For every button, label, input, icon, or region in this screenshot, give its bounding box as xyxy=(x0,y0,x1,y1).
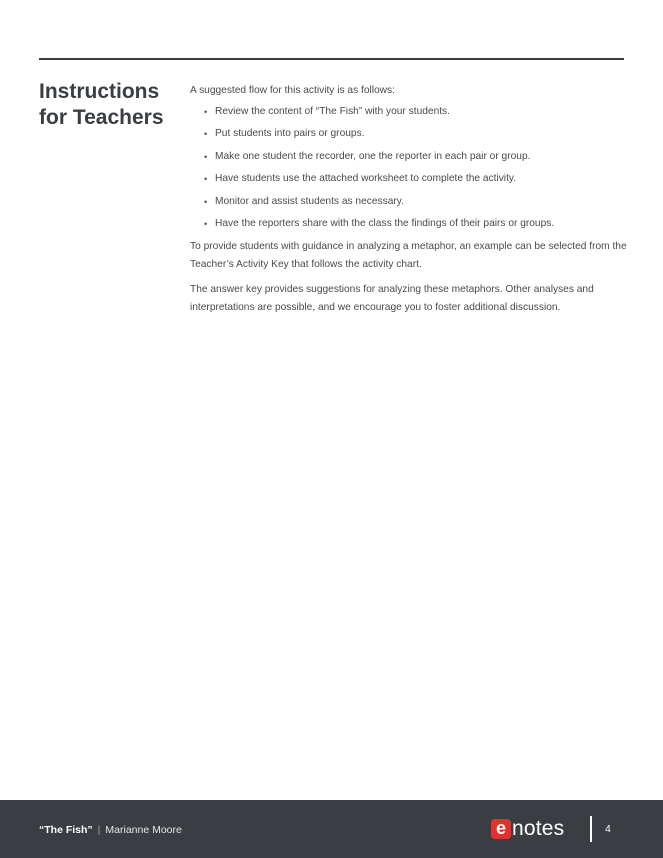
list-item xyxy=(190,193,628,211)
list-item xyxy=(190,103,628,121)
list-item xyxy=(190,125,628,143)
footer-citation xyxy=(39,823,182,837)
list-item-text: Put students into pairs or groups. xyxy=(215,128,365,140)
bullet-icon: • xyxy=(204,196,208,207)
heading-line-1: Instructions xyxy=(39,80,160,103)
bullet-icon: • xyxy=(204,151,208,162)
footer-author: Marianne Moore xyxy=(105,824,182,836)
footer-work-title: “The Fish” xyxy=(39,824,93,836)
list-item xyxy=(190,148,628,166)
top-rule xyxy=(39,58,624,60)
list-item-text: Have students use the attached worksheet to complete the activity. xyxy=(215,173,517,185)
page-number: 4 xyxy=(605,823,611,835)
instructions-body xyxy=(190,82,628,324)
logo-initial: e xyxy=(491,819,511,839)
logo-wordmark: notes xyxy=(512,817,565,840)
footer-divider xyxy=(590,816,592,842)
steps-list xyxy=(190,103,628,233)
bullet-icon: • xyxy=(204,129,208,140)
footer-separator: | xyxy=(97,824,101,836)
bullet-icon: • xyxy=(204,174,208,185)
heading-line-2: for Teachers xyxy=(39,106,164,129)
list-item-text: Make one student the recorder, one the reporter in each pair or group. xyxy=(215,150,531,162)
list-item xyxy=(190,215,628,233)
guidance-paragraph: To provide students with guidance in analyzing a metaphor, an example can be selected from the Teacher’s Activity Key that follows the activity chart. xyxy=(190,240,627,270)
page-heading xyxy=(39,79,179,131)
list-item-text: Review the content of “The Fish” with your students. xyxy=(215,106,450,117)
enotes-logo xyxy=(491,817,564,841)
intro-text: A suggested flow for this activity is as follows: xyxy=(190,85,395,96)
page-footer xyxy=(0,800,663,858)
list-item-text: Have the reporters share with the class the findings of their pairs or groups. xyxy=(215,217,555,229)
list-item-text: Monitor and assist students as necessary. xyxy=(215,195,404,207)
answer-key-paragraph: The answer key provides suggestions for analyzing these metaphors. Other analyses and interpretations are possible, and we encourage you to foster additional discussion. xyxy=(190,283,594,313)
bullet-icon: • xyxy=(204,107,208,117)
bullet-icon: • xyxy=(204,218,208,229)
list-item xyxy=(190,170,628,188)
